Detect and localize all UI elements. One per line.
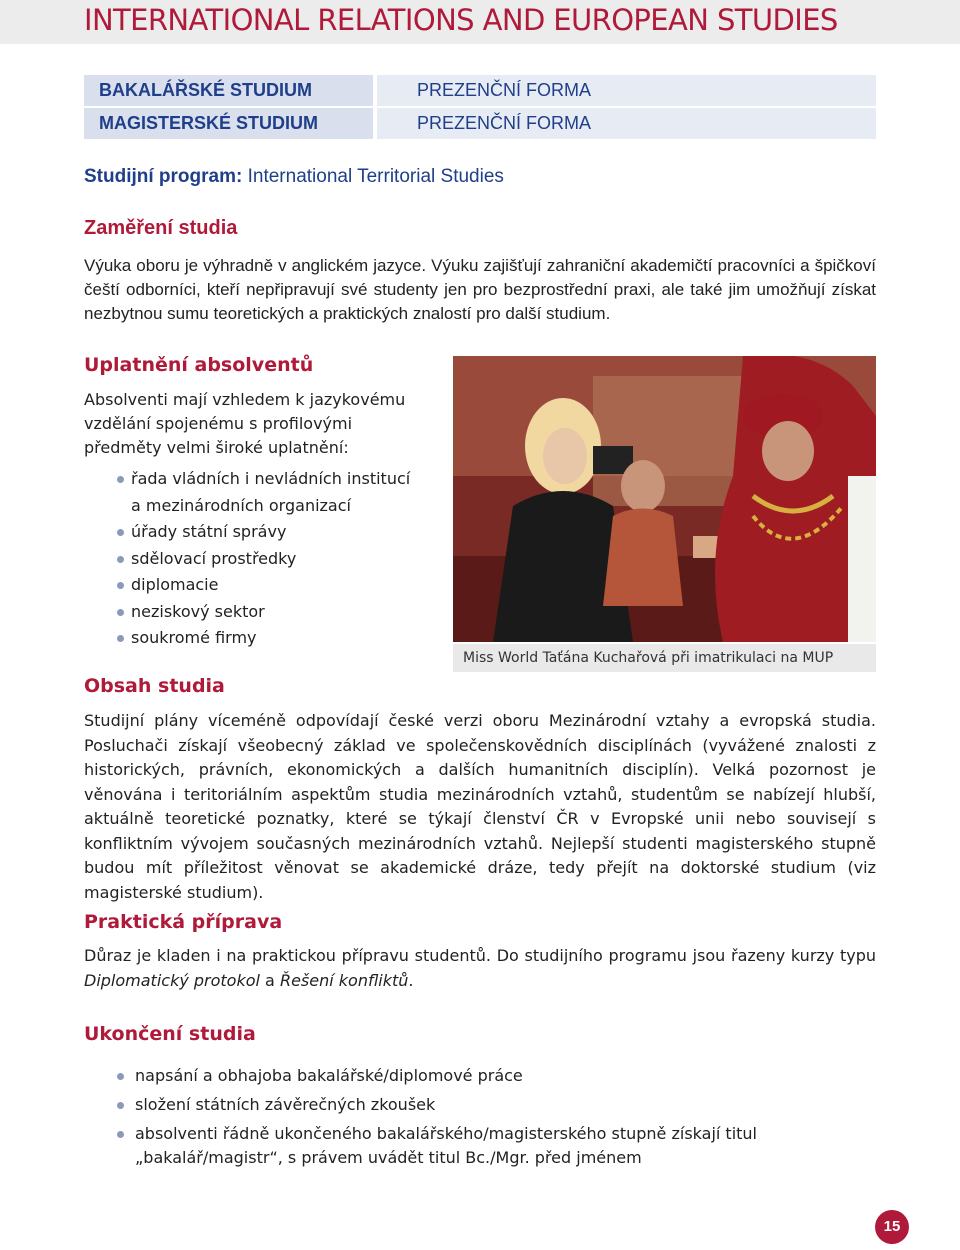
program-value: International Territorial Studies xyxy=(242,166,504,187)
practical-connector: a xyxy=(259,970,280,990)
study-form: PREZENČNÍ FORMA xyxy=(377,75,876,106)
page-number: 15 xyxy=(875,1210,909,1244)
list-item: soukromé firmy xyxy=(84,625,414,652)
study-row-bachelor xyxy=(84,75,876,106)
list-item: řada vládních i nevládních institucí a mezinárodních organizací xyxy=(84,466,414,519)
photo-caption: Miss World Taťána Kuchařová při imatrikulaci na MUP xyxy=(453,644,876,672)
list-item: napsání a obhajoba bakalářské/diplomové práce xyxy=(84,1064,884,1088)
page-title: INTERNATIONAL RELATIONS AND EUROPEAN STUDIES xyxy=(84,3,838,37)
matriculation-photo xyxy=(453,356,876,642)
study-level: BAKALÁŘSKÉ STUDIUM xyxy=(84,75,373,106)
practical-text-end: . xyxy=(408,970,414,990)
study-program xyxy=(84,166,504,188)
focus-text: Výuka oboru je výhradně v anglickém jazyce. Výuku zajišťují zahraniční akademičtí pracovníci a špičkoví čeští odborníci, kteří nepřipravují své studenty jen pro bezprostřední praxi, ale také jim umožňují získat nezbytnou sumu teoretických a praktických znalostí pro další studium. xyxy=(84,256,876,323)
list-item: složení státních závěrečných zkoušek xyxy=(84,1093,884,1117)
study-level: MAGISTERSKÉ STUDIUM xyxy=(84,108,373,139)
study-form-table xyxy=(84,75,876,141)
list-item: úřady státní správy xyxy=(84,519,414,546)
content-heading: Obsah studia xyxy=(84,675,225,697)
practical-heading: Praktická příprava xyxy=(84,911,283,933)
completion-heading: Ukončení studia xyxy=(84,1023,256,1045)
graduates-section xyxy=(84,388,414,652)
list-item: neziskový sektor xyxy=(84,599,414,626)
study-row-master xyxy=(84,108,876,139)
photo-illustration xyxy=(453,356,876,642)
content-text: Studijní plány víceméně odpovídají české verzi oboru Mezinárodní vztahy a evropská studia. Posluchači získají všeobecný základ ve společenskovědních disciplínách (vyvážené znalosti z historických, právních, ekonomických a dalších humanitních disciplín). Velká pozornost je věnována i teritoriálním aspektům studia mezinárodních vztahů, studentům se nabízejí hlubší, aktuálně teoretické poznatky, které se týkají členství ČR v Evropské unii nebo souvisejí s konfliktním vývojem současných mezinárodních vztahů. Nejlepší studenti magisterského stupně budou mít příležitost věnovat se akademické dráze, tedy přejít na doktorské studium (viz magisterské studium). xyxy=(84,711,876,902)
course-conflict-resolution: Řešení konfliktů xyxy=(279,970,409,990)
list-item: sdělovací prostředky xyxy=(84,546,414,573)
practical-text xyxy=(84,944,876,993)
graduates-intro: Absolventi mají vzhledem k jazykovému vzdělání spojenému s profilovými předměty velmi široké uplatnění: xyxy=(84,390,406,457)
study-form: PREZENČNÍ FORMA xyxy=(377,108,876,139)
course-diplomatic-protocol: Diplomatický protokol xyxy=(84,970,260,990)
focus-heading: Zaměření studia xyxy=(84,217,238,239)
program-label: Studijní program: xyxy=(84,166,243,187)
list-item: diplomacie xyxy=(84,572,414,599)
completion-list xyxy=(84,1064,884,1175)
graduates-list xyxy=(84,466,414,652)
list-item: absolventi řádně ukončeného bakalářského/magisterského stupně získají titul „bakalář/magistr“, s právem uvádět titul Bc./Mgr. před jménem xyxy=(84,1122,785,1170)
practical-text-start: Důraz je kladen i na praktickou přípravu studentů. Do studijního programu jsou řazeny kurzy typu xyxy=(84,946,876,965)
graduates-heading: Uplatnění absolventů xyxy=(84,354,314,376)
